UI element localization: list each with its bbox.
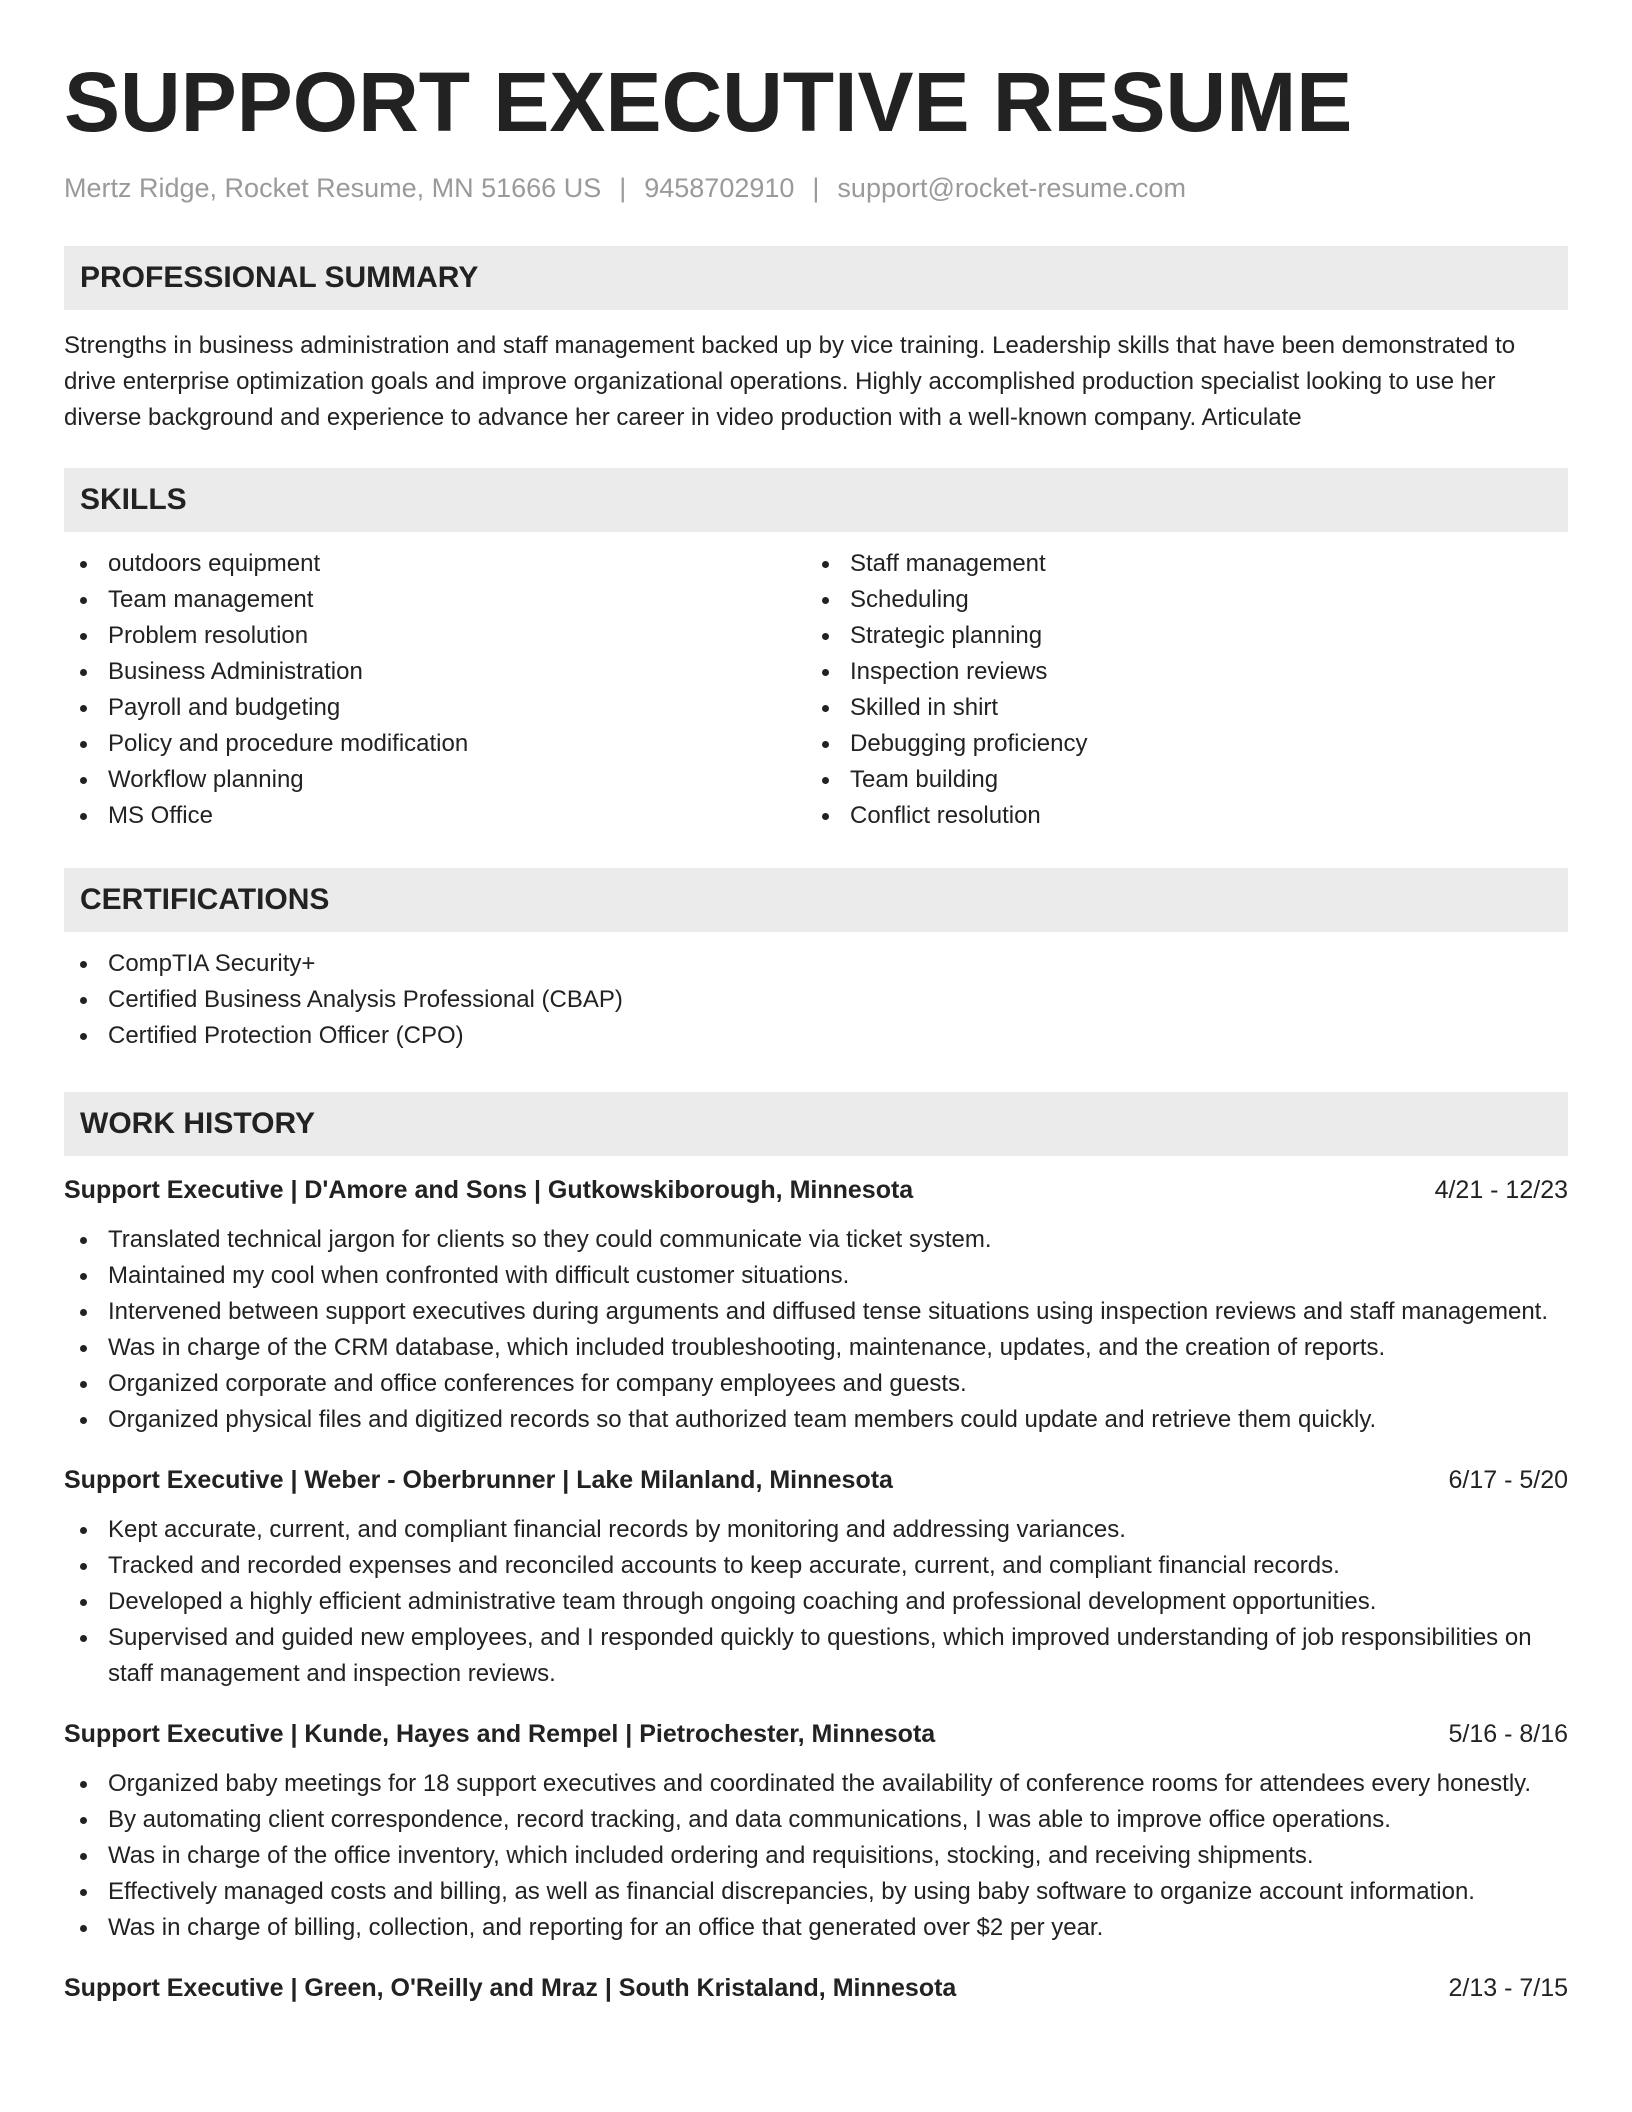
skills-list [64, 546, 1568, 834]
resume-page [64, 0, 1568, 2006]
resume-title: SUPPORT EXECUTIVE RESUME [64, 55, 1353, 149]
certification-item: CompTIA Security+ [64, 946, 1568, 982]
job-bullet: Was in charge of the CRM database, which included troubleshooting, maintenance, updates, and the creation of reports. [64, 1330, 1568, 1366]
job-title: Support Executive | Green, O'Reilly and Mraz | South Kristaland, Minnesota [64, 1974, 957, 2002]
job-title: Support Executive | Weber - Oberbrunner | Lake Milanland, Minnesota [64, 1466, 893, 1494]
skill-item: outdoors equipment [64, 546, 806, 582]
job-bullet: Was in charge of billing, collection, and reporting for an office that generated over $2 per year. [64, 1910, 1568, 1946]
job-title: Support Executive | D'Amore and Sons | Gutkowskiborough, Minnesota [64, 1176, 914, 1204]
certification-item: Certified Business Analysis Professional (CBAP) [64, 982, 1568, 1018]
job-header [64, 1462, 1568, 1498]
job-bullet: Organized physical files and digitized records so that authorized team members could update and retrieve them quickly. [64, 1402, 1568, 1438]
section-heading-summary: PROFESSIONAL SUMMARY [64, 246, 1568, 310]
job-bullets [64, 1512, 1568, 1692]
skill-item: Policy and procedure modification [64, 726, 806, 762]
job-bullet: Maintained my cool when confronted with difficult customer situations. [64, 1258, 1568, 1294]
section-heading-skills: SKILLS [64, 468, 1568, 532]
job-bullet: Kept accurate, current, and compliant financial records by monitoring and addressing variances. [64, 1512, 1568, 1548]
job-entry [64, 1970, 1568, 2006]
job-header [64, 1716, 1568, 1752]
job-bullet: Translated technical jargon for clients so they could communicate via ticket system. [64, 1222, 1568, 1258]
skill-item: MS Office [64, 798, 806, 834]
job-bullet: Supervised and guided new employees, and I responded quickly to questions, which improved understanding of job responsibilities on staff management and inspection reviews. [64, 1620, 1568, 1692]
skill-item: Problem resolution [64, 618, 806, 654]
job-bullets [64, 1222, 1568, 1438]
contact-email: support@rocket-resume.com [837, 173, 1186, 203]
job-bullet: Tracked and recorded expenses and reconciled accounts to keep accurate, current, and compliant financial records. [64, 1548, 1568, 1584]
skill-item: Staff management [806, 546, 1548, 582]
contact-address: Mertz Ridge, Rocket Resume, MN 51666 US [64, 173, 602, 203]
skill-item: Strategic planning [806, 618, 1548, 654]
certification-item: Certified Protection Officer (CPO) [64, 1018, 1568, 1054]
job-dates: 4/21 - 12/23 [1434, 1176, 1568, 1204]
section-heading-work-history: WORK HISTORY [64, 1092, 1568, 1156]
job-bullet: By automating client correspondence, record tracking, and data communications, I was able to improve office operations. [64, 1802, 1568, 1838]
skill-item: Payroll and budgeting [64, 690, 806, 726]
skill-item: Debugging proficiency [806, 726, 1548, 762]
section-heading-certifications: CERTIFICATIONS [64, 868, 1568, 932]
contact-separator: | [812, 173, 820, 203]
job-bullet: Was in charge of the office inventory, which included ordering and requisitions, stocking, and receiving shipments. [64, 1838, 1568, 1874]
job-entry [64, 1172, 1568, 1438]
summary-text: Strengths in business administration and staff management backed up by vice training. Leadership skills that have been demonstrated to drive enterprise optimization goals and improve organizational operations. Highly accomplished production specialist looking to use her diverse background and experience to advance her career in video production with a well-known company. Articulate [64, 332, 1516, 431]
skill-item: Conflict resolution [806, 798, 1548, 834]
job-bullet: Organized baby meetings for 18 support executives and coordinated the availability of conference rooms for attendees every honestly. [64, 1766, 1568, 1802]
contact-separator: | [619, 173, 627, 203]
skill-item: Workflow planning [64, 762, 806, 798]
job-bullet: Developed a highly efficient administrative team through ongoing coaching and professional development opportunities. [64, 1584, 1568, 1620]
skill-item: Team management [64, 582, 806, 618]
contact-line [64, 172, 1568, 204]
skills-column-right [806, 546, 1548, 834]
certifications-list [64, 946, 1568, 1054]
skill-item: Business Administration [64, 654, 806, 690]
skill-item: Inspection reviews [806, 654, 1548, 690]
skill-item: Scheduling [806, 582, 1548, 618]
job-title: Support Executive | Kunde, Hayes and Rempel | Pietrochester, Minnesota [64, 1720, 936, 1748]
skill-item: Team building [806, 762, 1548, 798]
job-dates: 5/16 - 8/16 [1448, 1720, 1568, 1748]
job-bullet: Intervened between support executives during arguments and diffused tense situations using inspection reviews and staff management. [64, 1294, 1568, 1330]
job-dates: 6/17 - 5/20 [1448, 1466, 1568, 1494]
job-entry [64, 1462, 1568, 1692]
job-bullet: Organized corporate and office conferences for company employees and guests. [64, 1366, 1568, 1402]
job-header [64, 1172, 1568, 1208]
job-entry [64, 1716, 1568, 1946]
job-dates: 2/13 - 7/15 [1448, 1974, 1568, 2002]
skills-column-left [64, 546, 806, 834]
contact-phone: 9458702910 [644, 173, 795, 203]
skill-item: Skilled in shirt [806, 690, 1548, 726]
job-bullet: Effectively managed costs and billing, as well as financial discrepancies, by using baby software to organize account information. [64, 1874, 1568, 1910]
job-header [64, 1970, 1568, 2006]
job-bullets [64, 1766, 1568, 1946]
